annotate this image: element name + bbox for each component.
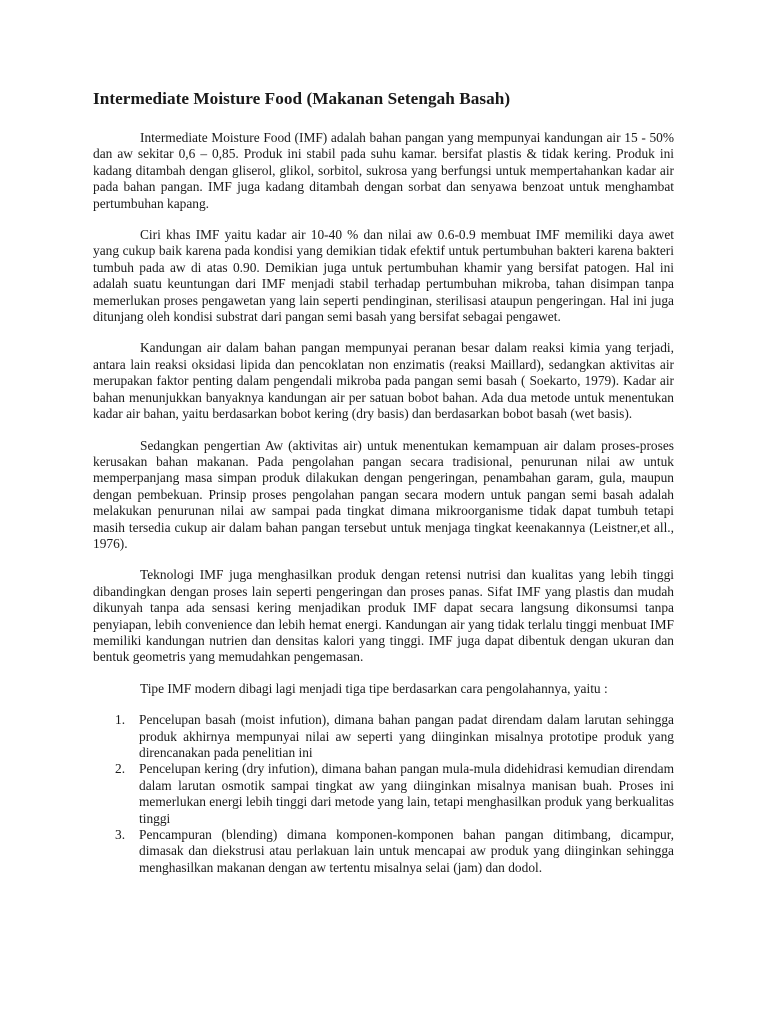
list-item-text: Pencelupan kering (dry infution), dimana bahan pangan mula-mula didehidrasi kemudian direndam dalam larutan osmotik sampai tingkat aw yang diinginkan misalnya manisan buah. Proses ini memerlukan energi lebih tinggi dari metode yang lain, tetapi menghasilkan produk yang berkualitas tinggi: [139, 761, 674, 826]
paragraph-imf-types-intro: Tipe IMF modern dibagi lagi menjadi tiga tipe berdasarkan cara pengolahannya, yaitu :: [140, 680, 608, 696]
list-item-number: 1.: [115, 712, 126, 728]
paragraph-water-content: Kandungan air dalam bahan pangan mempunyai peranan besar dalam reaksi kimia yang terjadi, antara lain reaksi oksidasi lipida dan pencoklatan non enzimatis (reaksi Maillard), sedangkan aktivitas air merupakan faktor penting dalam pengendali mikroba pada pangan semi basah ( Soekarto, 1979). Kadar air bahan menunjukkan banyaknya kandungan air per satuan bobot bahan. Ada dua metode untuk menentukan kadar air bahan, yaitu berdasarkan bobot kering (dry basis) dan berdasarkan bobot basah (wet basis).: [93, 340, 674, 422]
list-item: [93, 712, 674, 761]
imf-types-list: [93, 712, 674, 876]
document-title: Intermediate Moisture Food (Makanan Setengah Basah): [93, 89, 511, 108]
list-item-number: 3.: [115, 827, 126, 843]
list-item: [93, 761, 674, 827]
paragraph-imf-definition: Intermediate Moisture Food (IMF) adalah bahan pangan yang mempunyai kandungan air 15 - 50% dan aw sekitar 0,6 – 0,85. Produk ini stabil pada suhu kamar. bersifat plastis & tidak kering. Produk ini kadang ditambah dengan gliserol, glikol, sorbitol, sukrosa yang berfungsi untuk mempertahankan kadar air pada bahan pangan. IMF juga kadang ditambah dengan sorbat dan senyawa benzoat untuk menghambat pertumbuhan kapang.: [93, 130, 674, 211]
list-item: [93, 827, 674, 876]
list-item-text: Pencelupan basah (moist infution), dimana bahan pangan padat direndam dalam larutan sehingga produk akhirnya mempunyai nilai aw seperti yang diinginkan misalnya prototipe produk yang direncanakan pada penelitian ini: [139, 712, 674, 760]
paragraph-water-activity: Sedangkan pengertian Aw (aktivitas air) untuk menentukan kemampuan air dalam proses-proses kerusakan bahan makanan. Pada pengolahan pangan secara tradisional, penurunan nilai aw untuk memperpanjang masa simpan produk dilakukan dengan pengeringan, penambahan garam, gula, maupun dengan pembekuan. Prinsip proses pengolahan pangan secara modern untuk pangan semi basah adalah melakukan penurunan nilai aw sampai pada tingkat dimana mikroorganisme tidak dapat tumbuh tetapi masih tersedia cukup air dalam bahan pangan tersebut untuk menjaga tingkat keenakannya (Leistner,et all., 1976).: [93, 437, 674, 551]
paragraph-imf-technology: Teknologi IMF juga menghasilkan produk dengan retensi nutrisi dan kualitas yang lebih tinggi dibandingkan dengan proses lain seperti pengeringan dan proses panas. Sifat IMF yang plastis dan mudah dikunyah tanpa ada sensasi kering menjadikan produk IMF dapat secara langsung dikonsumsi tanpa penyiapan, lebih convenience dan lebih hemat energi. Kandungan air yang tidak terlalu tinggi menbuat IMF memiliki kandungan nutrien dan densitas kalori yang tinggi. IMF juga dapat dibentuk dengan ukuran dan bentuk geometris yang memudahkan pengemasan.: [93, 567, 674, 665]
list-item-text: Pencampuran (blending) dimana komponen-komponen bahan pangan ditimbang, dicampur, dimasak dan diekstrusi atau perlakuan lain untuk mencapai aw produk yang diinginkan sehingga menghasilkan makanan dengan aw tertentu misalnya selai (jam) dan dodol.: [139, 827, 674, 875]
list-item-number: 2.: [115, 761, 126, 777]
paragraph-imf-characteristics: Ciri khas IMF yaitu kadar air 10-40 % dan nilai aw 0.6-0.9 membuat IMF memiliki daya awet yang cukup baik karena pada kondisi yang demikian tidak efektif untuk pertumbuhan bakteri karena bakteri tumbuh pada aw di atas 0.90. Demikian juga untuk pertumbuhan khamir yang bersifat patogen. Hal ini adalah suatu keuntungan dari IMF menjadi stabil terhadap pertumbuhan mikroba, tahan disimpan tanpa memerlukan proses pengawetan yang lain seperti pendinginan, sterilisasi ataupun pengeringan. Hal ini juga ditunjang oleh kondisi substrat dari pangan semi basah yang bersifat sebagai pengawet.: [93, 227, 674, 325]
